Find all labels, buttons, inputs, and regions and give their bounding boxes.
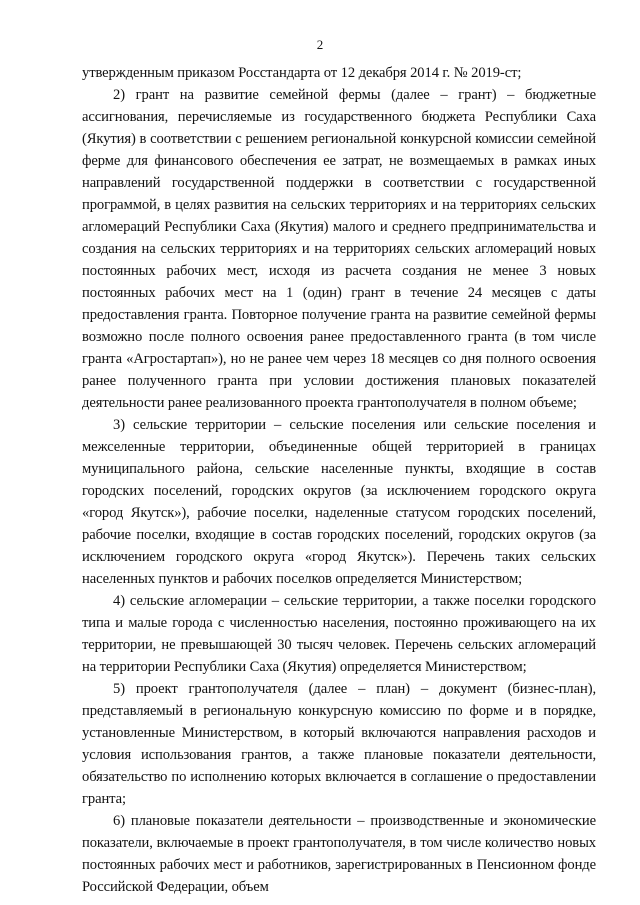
paragraph-item-6-planned-indicators: 6) плановые показатели деятельности – производственные и экономические показатели, включаемые в проект грантополучателя, в том числе количество новых постоянных рабочих мест и работников, зарегистрированных в Пенсионном фонде Российской Федерации, объем <box>82 813 596 895</box>
paragraph-item-2-grant: 2) грант на развитие семейной фермы (далее – грант) – бюджетные ассигнования, перечисляемые из государственного бюджета Республики Саха (Якутия) в соответствии с решением региональной конкурсной комиссии семейной ферме для финансового обеспечения ее затрат, не возмещаемых в рамках иных направлений государственной поддержки в соответствии с государственной программой, в целях развития на сельских территориях и на территориях сельских агломераций Республики Саха (Якутия) малого и среднего предпринимательства и создания на сельских территориях и на территориях сельских агломераций новых постоянных рабочих мест, исходя из расчета создания не менее 3 новых постоянных рабочих мест на 1 (один) грант в течение 24 месяцев с даты предоставления гранта. Повторное получение гранта на развитие семейной фермы возможно после полного освоения ранее предоставленного гранта (в том числе гранта «Агростартап»), но не ранее чем через 18 месяцев со дня полного освоения ранее полученного гранта при условии достижения плановых показателей деятельности ранее реализованного проекта грантополучателя в полном объеме; <box>82 87 596 411</box>
paragraph-item-5-grantee-project: 5) проект грантополучателя (далее – план) – документ (бизнес-план), представляемый в региональную конкурсную комиссию по форме и в порядке, установленные Министерством, в который включаются направления расходов и условия использования грантов, а также плановые показатели деятельности, обязательство по исполнению которых включается в соглашение о предоставлении гранта; <box>82 681 596 807</box>
paragraph-continuation: утвержденным приказом Росстандарта от 12 декабря 2014 г. № 2019-ст; <box>82 65 522 81</box>
paragraph-item-3-rural-territories: 3) сельские территории – сельские поселения или сельские поселения и межселенные территории, объединенные общей территорией в границах муниципального района, сельские населенные пункты, входящие в состав городских поселений, городских округов (за исключением городского округа «город Якутск»), рабочие поселки, наделенные статусом городских поселений, рабочие поселки, входящие в состав городских поселений, городских округов (за исключением городского округа «город Якутск»). Перечень таких сельских населенных пунктов и рабочих поселков определяется Министерством; <box>82 417 596 587</box>
paragraph-item-4-rural-agglomerations: 4) сельские агломерации – сельские территории, а также поселки городского типа и малые города с численностью населения, постоянно проживающего на их территории, не превышающей 30 тысяч человек. Перечень сельских агломераций на территории Республики Саха (Якутия) определяется Министерством; <box>82 593 596 675</box>
document-body <box>82 62 596 898</box>
page-number: 2 <box>316 37 324 52</box>
